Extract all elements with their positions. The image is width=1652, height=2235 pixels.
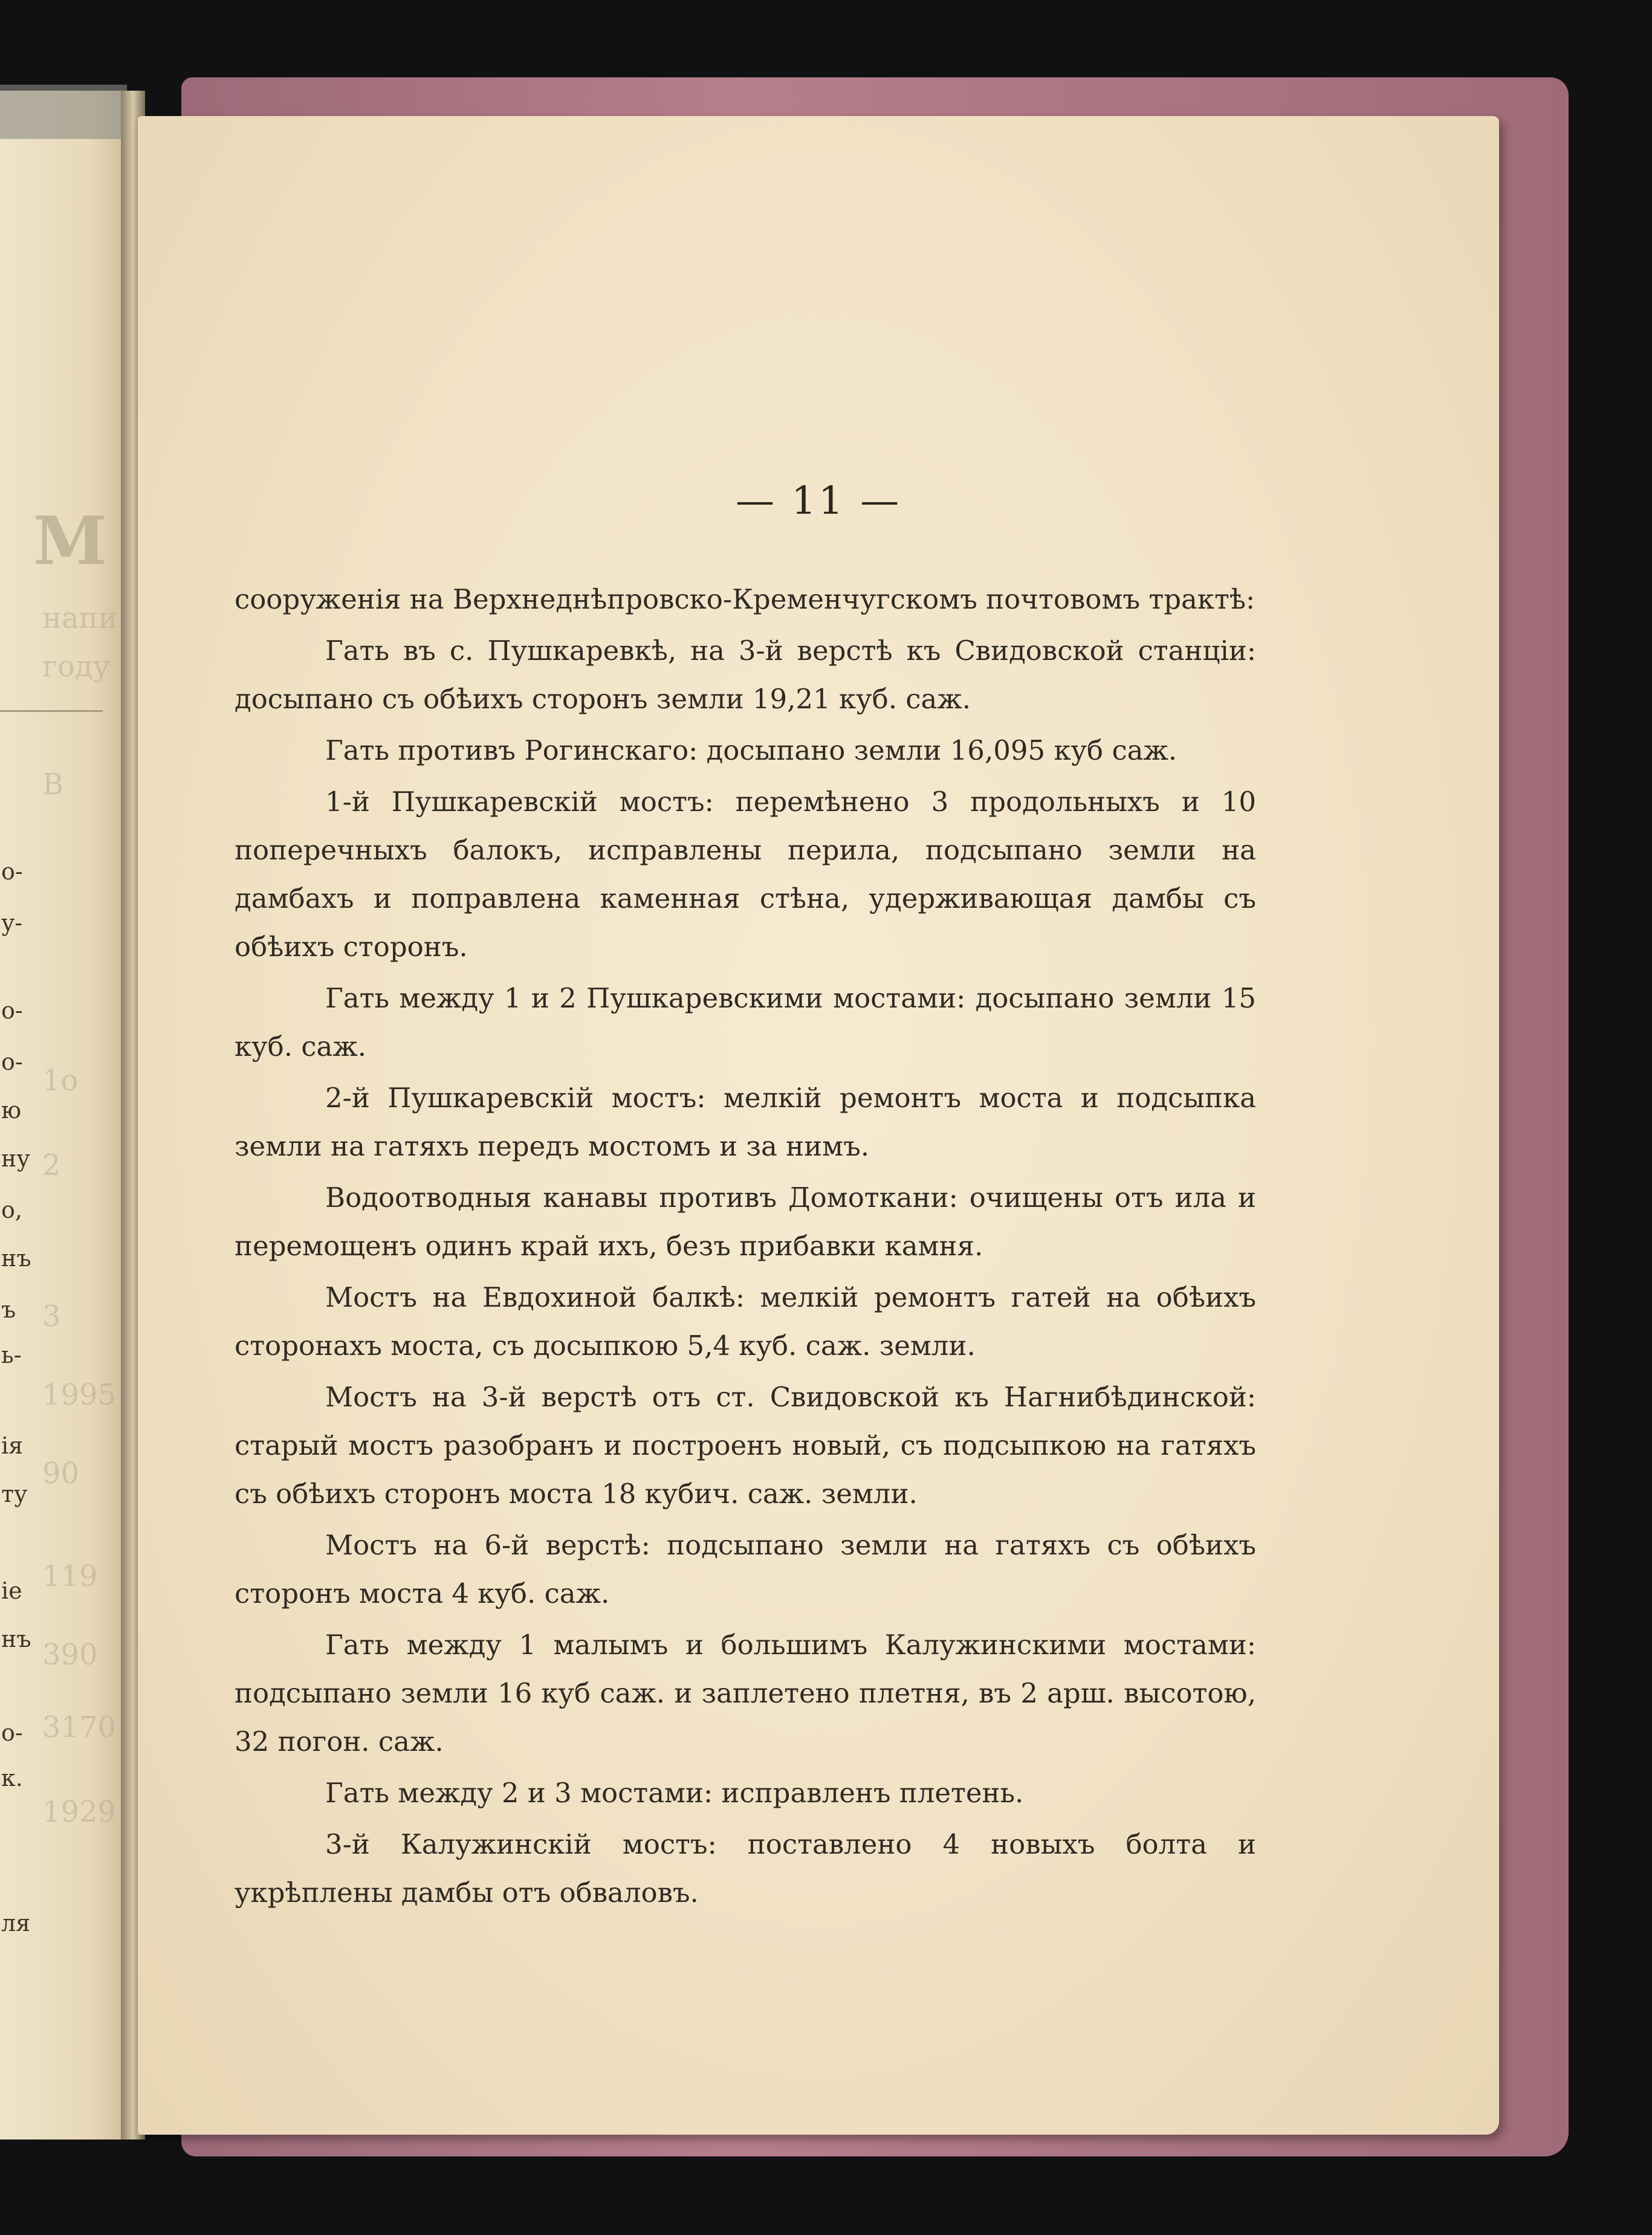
left-ghost-text: 119 [42, 1559, 98, 1593]
left-text-fragment: у- [1, 910, 23, 936]
left-text-fragment: о, [1, 1197, 22, 1223]
left-text-fragment: ъ [1, 1296, 16, 1323]
left-ghost-text: напи [42, 601, 118, 635]
left-ghost-text: 3170 [42, 1710, 117, 1744]
left-text-fragment: о- [1, 858, 23, 885]
paragraph: Гать между 1 малымъ и большимъ Калужинскими мостами: подсыпано земли 16 куб саж. и заплетено плетня, въ 2 арш. высотою, 32 погон. саж. [235, 1629, 1256, 1758]
paragraph: Мостъ на Евдохиной балкѣ: мелкій ремонтъ гатей на обѣихъ сторонахъ моста, съ досыпкою 5,4 куб. саж. земли. [235, 1281, 1256, 1362]
paragraph: Мостъ на 3-й верстѣ отъ ст. Свидовской къ Нагнибѣдинской: старый мостъ разобранъ и построенъ новый, съ подсыпкою на гатяхъ съ обѣихъ сторонъ моста 18 кубич. саж. земли. [235, 1381, 1256, 1510]
left-ghost-text: 90 [42, 1457, 80, 1490]
page-body [235, 575, 1256, 1920]
paragraph: Гать противъ Рогинскаго: досыпано земли 16,095 куб саж. [325, 734, 1177, 766]
left-text-fragment: ля [1, 1910, 31, 1936]
left-text-fragment: ю [1, 1097, 22, 1124]
left-text-fragment: о- [1, 1719, 23, 1746]
paragraph: Гать между 1 и 2 Пушкаревскими мостами: досыпано земли 15 куб. саж. [235, 982, 1256, 1063]
left-text-fragment: нъ [1, 1626, 31, 1652]
left-ghost-text: 1995 [42, 1378, 117, 1412]
left-ghost-text: 390 [42, 1638, 98, 1672]
paragraph: сооруженія на Верхнеднѣпровско-Кременчугскомъ почтовомъ трактѣ: [235, 583, 1255, 615]
paragraph: 2-й Пушкаревскій мостъ: мелкій ремонтъ моста и подсыпка земли на гатяхъ передъ мостомъ и за нимъ. [235, 1082, 1256, 1162]
paragraph: Гать между 2 и 3 мостами: исправленъ плетень. [325, 1777, 1024, 1809]
left-text-fragment: о- [1, 1049, 23, 1075]
left-text-fragment: к. [1, 1765, 23, 1791]
left-text-fragment: ну [1, 1145, 30, 1172]
left-text-fragment: ія [1, 1432, 24, 1459]
paragraph: 1-й Пушкаревскій мостъ: перемѣнено 3 продольныхъ и 10 поперечныхъ балокъ, исправлены перила, подсыпано земли на дамбахъ и поправлена каменная стѣна, удерживающая дамбы съ обѣихъ сторонъ. [235, 786, 1256, 963]
left-page [0, 91, 130, 2140]
paragraph: Мостъ на 6-й верстѣ: подсыпано земли на гатяхъ съ обѣихъ сторонъ моста 4 куб. саж. [235, 1529, 1256, 1609]
left-text-fragment: іе [1, 1577, 22, 1604]
paragraph: Водоотводныя канавы противъ Домоткани: очищены отъ ила и перемощенъ одинъ край ихъ, безъ прибавки камня. [235, 1182, 1256, 1262]
left-text-fragment: о- [1, 997, 23, 1024]
left-page-rule [0, 710, 103, 712]
paragraph: Гать въ с. Пушкаревкѣ, на 3-й верстѣ къ Свидовской станціи: досыпано съ обѣихъ сторонъ земли 19,21 куб. саж. [235, 635, 1256, 715]
paragraph: 3-й Калужинскій мостъ: поставлено 4 новыхъ болта и укрѣплены дамбы отъ обваловъ. [235, 1828, 1256, 1909]
left-page-heading: М [33, 502, 107, 580]
left-ghost-text: 2 [42, 1148, 61, 1182]
left-text-fragment: нъ [1, 1245, 31, 1272]
left-ghost-text: 3 [42, 1299, 61, 1333]
left-text-fragment: ту [1, 1481, 28, 1507]
right-page [138, 116, 1499, 2135]
left-page-top-strip [0, 85, 127, 139]
page-number: — 11 — [735, 479, 902, 523]
left-ghost-text: В [42, 768, 64, 801]
left-ghost-text: году [42, 650, 110, 684]
left-ghost-text: 1о [42, 1064, 79, 1098]
left-text-fragment: ь- [1, 1342, 22, 1368]
left-ghost-text: 1929 [42, 1795, 117, 1829]
